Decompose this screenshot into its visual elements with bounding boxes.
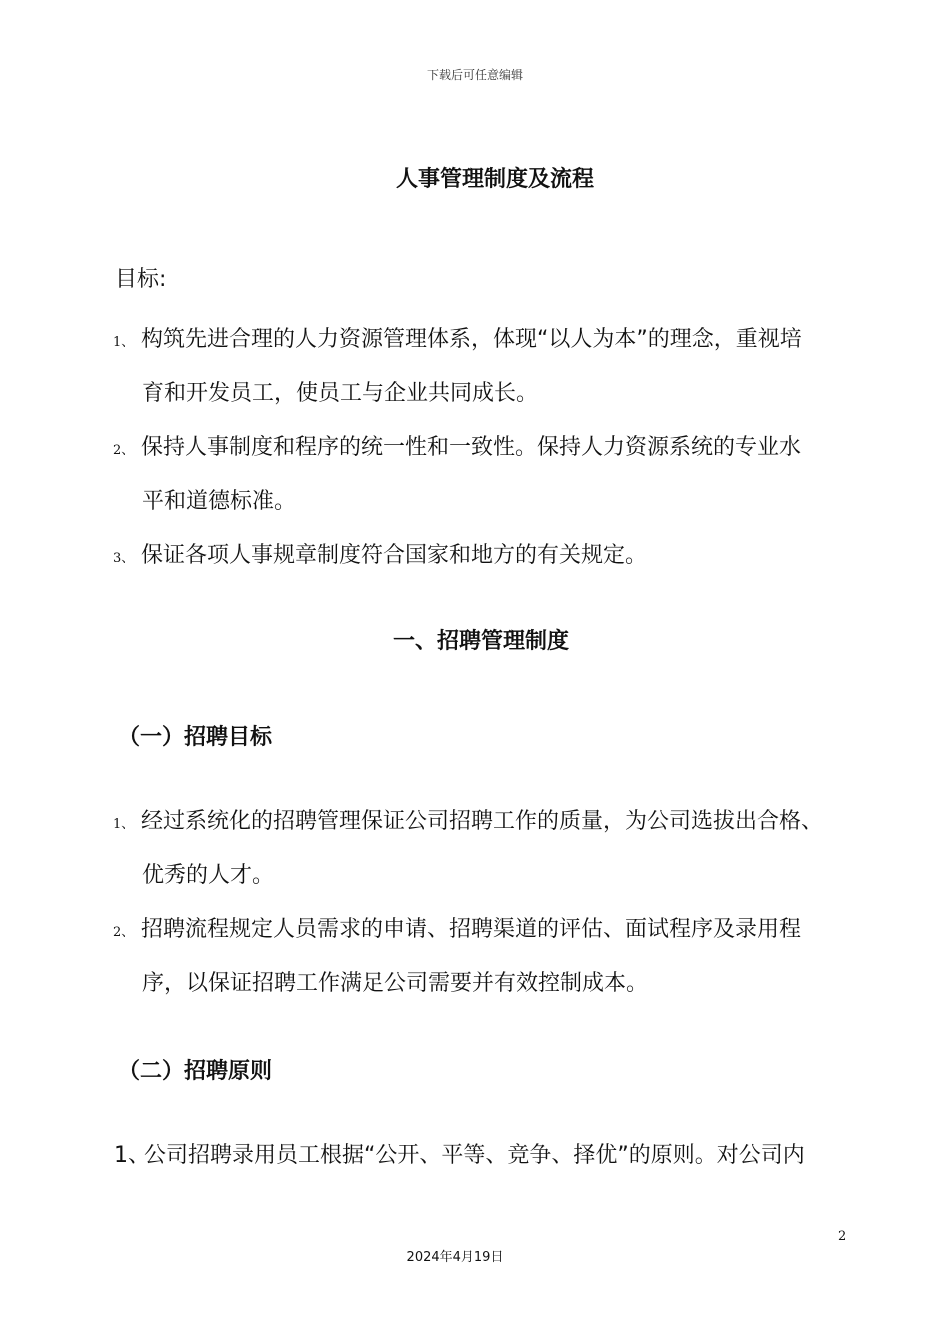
goal-item-3: [113, 542, 647, 573]
goal-item-3-line1: 保证各项人事规章制度符合国家和地方的有关规定。: [141, 543, 648, 568]
goal-item-1: [113, 326, 802, 357]
subsection-title-2: （二）招聘原则: [118, 1059, 273, 1084]
recruit-goal-item-2-continuation: 序，以保证招聘工作满足公司需要并有效控制成本。: [142, 971, 649, 996]
list-number: 1、: [113, 817, 135, 832]
goal-item-2-continuation: 平和道德标准。: [142, 489, 297, 514]
list-number: 1、: [113, 335, 135, 350]
list-number: 3、: [113, 551, 135, 566]
recruit-goal-item-2: [113, 916, 801, 947]
page-number: 2: [838, 1229, 847, 1244]
goals-label: 目标:: [115, 267, 167, 292]
goal-item-2-line1: 保持人事制度和程序的统一性和一致性。保持人力资源系统的专业水: [141, 435, 802, 460]
list-number: 2、: [113, 443, 135, 458]
recruit-goal-item-1-continuation: 优秀的人才。: [142, 863, 275, 888]
goal-item-2: [113, 434, 801, 465]
list-number: 1、: [114, 1143, 150, 1168]
header-note: 下载后可任意编辑: [426, 68, 523, 82]
document-title: 人事管理制度及流程: [395, 167, 594, 192]
goal-item-1-continuation: 育和开发员工，使员工与企业共同成长。: [142, 381, 539, 406]
recruit-goal-item-1: [113, 808, 823, 839]
recruit-principle-item-1: [114, 1142, 805, 1170]
subsection-title-1: （一）招聘目标: [118, 725, 273, 750]
recruit-principle-item-1-line1: 公司招聘录用员工根据“公开、平等、竞争、择优”的原则。对公司内: [144, 1143, 805, 1168]
recruit-goal-item-1-line1: 经过系统化的招聘管理保证公司招聘工作的质量，为公司选拔出合格、: [141, 809, 824, 834]
goal-item-1-line1: 构筑先进合理的人力资源管理体系，体现“以人为本”的理念，重视培: [141, 327, 802, 352]
list-number: 2、: [113, 925, 135, 940]
recruit-goal-item-2-line1: 招聘流程规定人员需求的申请、招聘渠道的评估、面试程序及录用程: [141, 917, 802, 942]
footer-date: 2024年4月19日: [406, 1250, 504, 1265]
section-title: 一、招聘管理制度: [392, 629, 569, 654]
